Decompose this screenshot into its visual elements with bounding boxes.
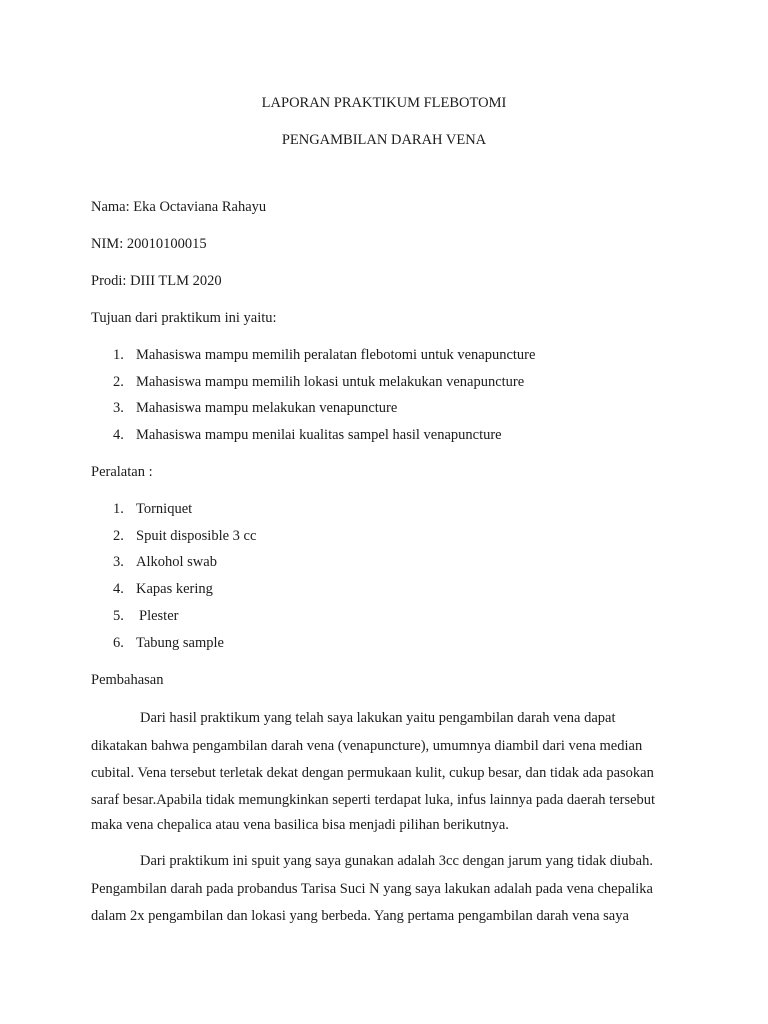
identity-nim: NIM: 20010100015 — [91, 236, 207, 252]
identity-prodi: Prodi: DIII TLM 2020 — [91, 273, 222, 289]
paragraph-line: saraf besar.Apabila tidak memungkinkan seperti terdapat luka, infus lainnya pada daerah tersebut — [91, 792, 656, 808]
list-number: 1. — [113, 501, 124, 517]
peralatan-heading: Peralatan : — [91, 464, 153, 480]
pembahasan-heading: Pembahasan — [91, 672, 164, 688]
paragraph-line: dalam 2x pengambilan dan lokasi yang berbeda. Yang pertama pengambilan darah vena saya — [91, 908, 629, 924]
list-number: 3. — [113, 554, 124, 570]
list-number: 2. — [113, 374, 124, 390]
list-item: Alkohol swab — [136, 554, 217, 570]
list-item: Mahasiswa mampu memilih lokasi untuk melakukan venapuncture — [136, 374, 525, 390]
paragraph-line: Dari praktikum ini spuit yang saya gunakan adalah 3cc dengan jarum yang tidak diubah. — [140, 853, 653, 869]
list-number: 2. — [113, 528, 124, 544]
list-number: 4. — [113, 581, 124, 597]
list-number: 3. — [113, 400, 124, 416]
list-item: Torniquet — [136, 501, 193, 517]
list-item: Tabung sample — [136, 635, 224, 651]
list-number: 4. — [113, 427, 124, 443]
list-number: 5. — [113, 608, 124, 624]
tujuan-heading: Tujuan dari praktikum ini yaitu: — [91, 310, 277, 326]
report-subtitle: PENGAMBILAN DARAH VENA — [281, 132, 487, 148]
list-number: 1. — [113, 347, 124, 363]
list-item: Mahasiswa mampu melakukan venapuncture — [136, 400, 398, 416]
paragraph-line: cubital. Vena tersebut terletak dekat dengan permukaan kulit, cukup besar, dan tidak ada pasokan — [91, 765, 654, 781]
list-item: Mahasiswa mampu memilih peralatan flebotomi untuk venapuncture — [136, 347, 536, 363]
list-number: 6. — [113, 635, 124, 651]
list-item: Mahasiswa mampu menilai kualitas sampel hasil venapuncture — [136, 427, 502, 443]
paragraph-line: maka vena chepalica atau vena basilica bisa menjadi pilihan berikutnya. — [91, 817, 509, 833]
list-item: Kapas kering — [136, 581, 213, 597]
report-title: LAPORAN PRAKTIKUM FLEBOTOMI — [261, 95, 507, 111]
paragraph-line: dikatakan bahwa pengambilan darah vena (venapuncture), umumnya diambil dari vena median — [91, 738, 643, 754]
list-item: Spuit disposible 3 cc — [136, 528, 257, 544]
identity-name: Nama: Eka Octaviana Rahayu — [91, 199, 267, 215]
paragraph-line: Dari hasil praktikum yang telah saya lakukan yaitu pengambilan darah vena dapat — [140, 710, 616, 726]
list-item: Plester — [139, 608, 179, 624]
paragraph-line: Pengambilan darah pada probandus Tarisa Suci N yang saya lakukan adalah pada vena chepalika — [91, 881, 653, 897]
